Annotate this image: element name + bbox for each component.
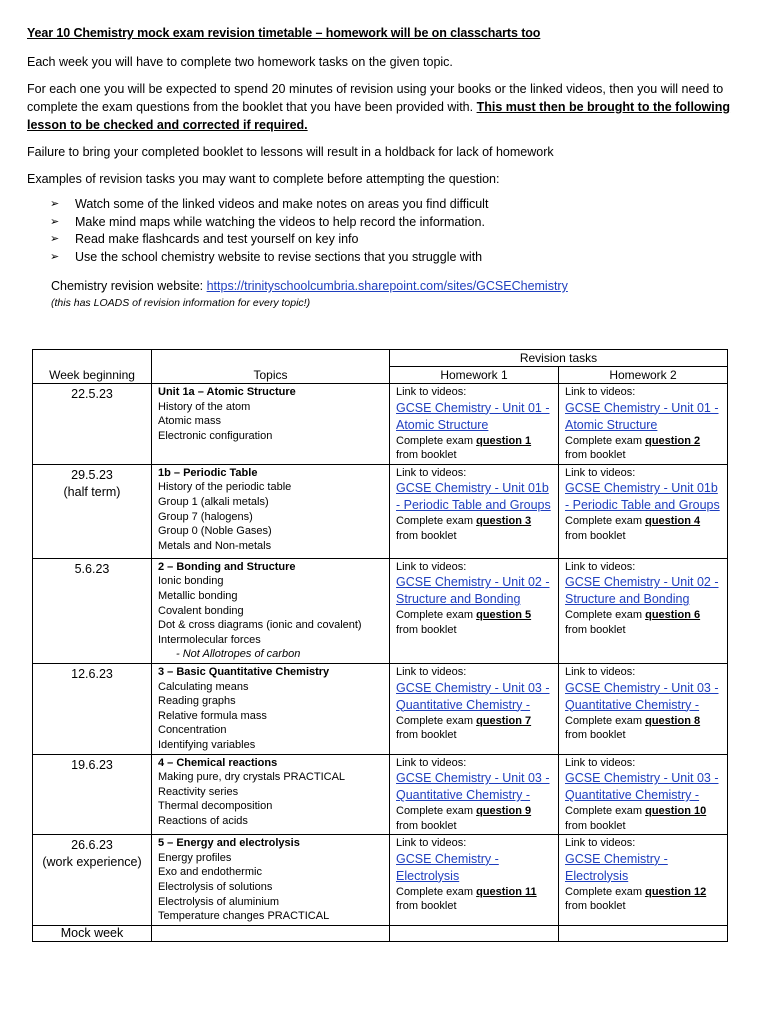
link-to-videos-label: Link to videos: [565, 466, 636, 479]
video-link[interactable]: GCSE Chemistry - Unit 01b - Periodic Table and Groups [565, 481, 720, 513]
question-number: question 10 [645, 805, 707, 818]
link-to-videos-label: Link to videos: [565, 837, 636, 850]
homework-2-header: Homework 2 [559, 367, 728, 384]
topic-item: Reading graphs [158, 695, 236, 708]
revision-task-text: Make mind maps while watching the videos to help record the information. [75, 214, 485, 229]
topic-subnote: - Not Allotropes of carbon [176, 648, 301, 661]
video-link[interactable]: GCSE Chemistry - Unit 01 - Atomic Structure [396, 400, 550, 432]
video-link[interactable]: GCSE Chemistry - Electrolysis [565, 851, 668, 883]
homework-1-cell [390, 663, 559, 754]
table-row [33, 663, 728, 754]
empty-cell [559, 925, 728, 941]
topic-item: Exo and endothermic [158, 866, 262, 879]
topic-item: Covalent bonding [158, 604, 244, 617]
topic-item: Group 0 (Noble Gases) [158, 525, 272, 538]
homework-2-cell [559, 384, 728, 465]
complete-question-line [396, 885, 552, 900]
topic-title: 5 – Energy and electrolysis [158, 837, 300, 850]
complete-question-line [565, 434, 721, 449]
homework-2-cell [559, 663, 728, 754]
question-number: question 6 [645, 609, 701, 622]
intro-text: Each week you will have to complete two homework tasks on the given topic. [27, 55, 453, 69]
complete-exam-label: Complete exam [565, 885, 646, 898]
question-number: question 12 [645, 885, 707, 898]
video-link[interactable]: GCSE Chemistry - Unit 03 - Quantitative Chemistry - [396, 680, 550, 712]
link-to-videos-label: Link to videos: [396, 837, 467, 850]
topic-item: Reactivity series [158, 785, 239, 798]
revision-timetable [32, 349, 728, 942]
examples-heading: Examples of revision tasks you may want to complete before attempting the question: [27, 172, 500, 186]
instructions-emphasis: This must then be brought to the following lesson to be checked and corrected if required. [27, 100, 731, 132]
topic-item: Identifying variables [158, 738, 256, 751]
topic-title: 4 – Chemical reactions [158, 756, 278, 769]
complete-exam-label: Complete exam [396, 434, 477, 447]
from-booklet-label: from booklet [565, 529, 626, 542]
revision-task-text: Watch some of the linked videos and make notes on areas you find difficult [75, 197, 489, 211]
topic-item: Metallic bonding [158, 589, 238, 602]
week-cell [33, 464, 152, 558]
video-link[interactable]: GCSE Chemistry - Electrolysis [396, 851, 499, 883]
topic-title: 2 – Bonding and Structure [158, 560, 296, 573]
question-number: question 7 [476, 714, 532, 727]
week-date: 22.5.23 [71, 387, 113, 401]
topics-cell [152, 384, 390, 465]
topic-item: Atomic mass [158, 415, 221, 428]
homework-2-cell [559, 464, 728, 558]
week-note: (half term) [63, 484, 121, 499]
topic-item: Making pure, dry crystals PRACTICAL [158, 771, 346, 784]
topic-item: Group 7 (halogens) [158, 510, 253, 523]
from-booklet-label: from booklet [396, 623, 457, 636]
table-header-row [33, 367, 728, 384]
week-cell [33, 558, 152, 663]
mock-week-cell: Mock week [33, 925, 152, 941]
from-booklet-label: from booklet [396, 449, 457, 462]
from-booklet-label: from booklet [396, 729, 457, 742]
complete-question-line [565, 714, 721, 729]
from-booklet-label: from booklet [565, 449, 626, 462]
topic-item: Reactions of acids [158, 814, 248, 827]
arrowhead-bullet-icon: ➢ [50, 250, 60, 263]
topic-item: History of the periodic table [158, 481, 292, 494]
complete-exam-label: Complete exam [396, 714, 477, 727]
link-to-videos-label: Link to videos: [565, 756, 636, 769]
website-link[interactable]: https://trinityschoolcumbria.sharepoint.com/sites/GCSEChemistry [206, 279, 568, 293]
topic-item: Relative formula mass [158, 709, 267, 722]
topics-cell [152, 835, 390, 926]
question-number: question 3 [476, 515, 532, 528]
homework-1-cell [390, 754, 559, 835]
homework-1-header: Homework 1 [390, 367, 559, 384]
link-to-videos-label: Link to videos: [396, 466, 467, 479]
topic-item: Concentration [158, 724, 227, 737]
failure-note: Failure to bring your completed booklet to lessons will result in a holdback for lack of homework [27, 145, 554, 159]
complete-exam-label: Complete exam [396, 515, 477, 528]
table-row [33, 835, 728, 926]
topic-item: Electronic configuration [158, 429, 273, 442]
table-row [33, 754, 728, 835]
homework-2-cell [559, 835, 728, 926]
topic-title: 1b – Periodic Table [158, 466, 258, 479]
week-note: (work experience) [42, 855, 142, 870]
complete-exam-label: Complete exam [565, 714, 646, 727]
link-to-videos-label: Link to videos: [396, 560, 467, 573]
arrowhead-bullet-icon: ➢ [50, 233, 60, 245]
link-to-videos-label: Link to videos: [565, 665, 636, 678]
video-link[interactable]: GCSE Chemistry - Unit 01b - Periodic Table and Groups [396, 481, 551, 513]
topic-item: Electrolysis of solutions [158, 881, 273, 894]
topic-item: Intermolecular forces [158, 633, 261, 646]
video-link[interactable]: GCSE Chemistry - Unit 03 - Quantitative Chemistry - [565, 680, 719, 712]
table-row [33, 464, 728, 558]
link-to-videos-label: Link to videos: [565, 560, 636, 573]
topics-cell [152, 663, 390, 754]
week-date: 5.6.23 [74, 561, 110, 576]
from-booklet-label: from booklet [565, 900, 626, 913]
revision-task-text: Read make flashcards and test yourself on key info [75, 232, 359, 246]
link-to-videos-label: Link to videos: [396, 665, 467, 678]
complete-question-line [396, 434, 552, 449]
complete-question-line [565, 514, 721, 529]
complete-question-line [396, 514, 552, 529]
header-empty-cell [33, 350, 152, 367]
topic-item: History of the atom [158, 400, 251, 413]
topic-title: Unit 1a – Atomic Structure [158, 386, 296, 398]
homework-1-cell [390, 835, 559, 926]
mock-week-row [33, 925, 728, 941]
complete-exam-label: Complete exam [565, 434, 646, 447]
week-cell [33, 663, 152, 754]
revision-task-item [50, 231, 488, 249]
website-label: Chemistry revision website: [51, 279, 207, 293]
topic-item: Thermal decomposition [158, 800, 273, 813]
complete-question-line [565, 804, 721, 819]
topics-cell [152, 464, 390, 558]
week-beginning-header: Week beginning [33, 367, 152, 384]
table-row [33, 558, 728, 663]
complete-exam-label: Complete exam [565, 515, 646, 528]
week-cell [33, 754, 152, 835]
table-row [33, 384, 728, 465]
video-link[interactable]: GCSE Chemistry - Unit 03 - Quantitative Chemistry - [565, 771, 719, 803]
topic-item: Group 1 (alkali metals) [158, 495, 269, 508]
complete-exam-label: Complete exam [565, 609, 646, 622]
from-booklet-label: from booklet [396, 529, 457, 542]
complete-question-line [565, 885, 721, 900]
week-cell [33, 384, 152, 465]
topics-cell [152, 558, 390, 663]
topic-title: 3 – Basic Quantitative Chemistry [158, 665, 330, 678]
homework-1-cell [390, 464, 559, 558]
week-date: 12.6.23 [71, 666, 113, 681]
revision-tasks-header: Revision tasks [390, 350, 728, 367]
instructions-text: For each one you will be expected to spend 20 minutes of revision using your books or the linked videos, then you will need to complete the exam questions from the booklet that you have been provided with. [27, 82, 724, 114]
topics-cell [152, 754, 390, 835]
week-date: 26.6.23 [71, 838, 113, 853]
complete-exam-label: Complete exam [396, 885, 477, 898]
link-to-videos-label: Link to videos: [565, 386, 636, 398]
from-booklet-label: from booklet [396, 819, 457, 832]
video-link[interactable]: GCSE Chemistry - Unit 02 - Structure and Bonding [396, 575, 550, 607]
revision-task-text: Use the school chemistry website to revise sections that you struggle with [75, 249, 483, 264]
topics-header: Topics [152, 367, 390, 384]
homework-1-cell [390, 558, 559, 663]
from-booklet-label: from booklet [565, 819, 626, 832]
question-number: question 11 [476, 885, 537, 898]
from-booklet-label: from booklet [565, 729, 626, 742]
empty-cell [152, 925, 390, 941]
empty-cell [390, 925, 559, 941]
complete-exam-label: Complete exam [396, 609, 477, 622]
revision-task-item [50, 214, 488, 232]
week-date: 19.6.23 [71, 757, 113, 772]
topic-item: Calculating means [158, 680, 249, 693]
link-to-videos-label: Link to videos: [396, 386, 467, 398]
topic-item: Dot & cross diagrams (ionic and covalent) [158, 619, 362, 632]
question-number: question 2 [645, 434, 701, 447]
complete-exam-label: Complete exam [565, 805, 646, 818]
topic-item: Temperature changes PRACTICAL [158, 910, 330, 923]
video-link[interactable]: GCSE Chemistry - Unit 01 - Atomic Structure [565, 400, 719, 432]
revision-task-list [50, 196, 488, 266]
arrowhead-bullet-icon: ➢ [50, 215, 60, 228]
link-to-videos-label: Link to videos: [396, 756, 467, 769]
complete-question-line [396, 608, 552, 623]
from-booklet-label: from booklet [396, 900, 457, 913]
website-note: (this has LOADS of revision information for every topic!) [51, 297, 311, 309]
week-date: 29.5.23 [71, 467, 113, 482]
header-empty-cell [152, 350, 390, 367]
question-number: question 1 [476, 434, 532, 447]
homework-2-cell [559, 754, 728, 835]
revision-task-item [50, 196, 488, 214]
instructions-paragraph [27, 80, 742, 134]
complete-question-line [565, 608, 721, 623]
complete-exam-label: Complete exam [396, 805, 477, 818]
topic-item: Ionic bonding [158, 575, 224, 588]
homework-1-cell [390, 384, 559, 465]
table-group-header-row [33, 350, 728, 367]
page-title: Year 10 Chemistry mock exam revision timetable – homework will be on classcharts too [27, 26, 541, 40]
complete-question-line [396, 804, 552, 819]
revision-task-item [50, 249, 488, 267]
topic-item: Energy profiles [158, 851, 232, 864]
video-link[interactable]: GCSE Chemistry - Unit 02 - Structure and Bonding [565, 575, 719, 607]
question-number: question 5 [476, 609, 532, 622]
video-link[interactable]: GCSE Chemistry - Unit 03 - Quantitative Chemistry - [396, 771, 550, 803]
homework-2-cell [559, 558, 728, 663]
question-number: question 8 [645, 714, 701, 727]
question-number: question 4 [645, 515, 701, 528]
website-line [51, 279, 568, 293]
arrowhead-bullet-icon: ➢ [50, 198, 60, 210]
from-booklet-label: from booklet [565, 623, 626, 636]
question-number: question 9 [476, 805, 532, 818]
topic-item: Electrolysis of aluminium [158, 895, 280, 908]
week-cell [33, 835, 152, 926]
complete-question-line [396, 714, 552, 729]
topic-item: Metals and Non-metals [158, 539, 272, 552]
